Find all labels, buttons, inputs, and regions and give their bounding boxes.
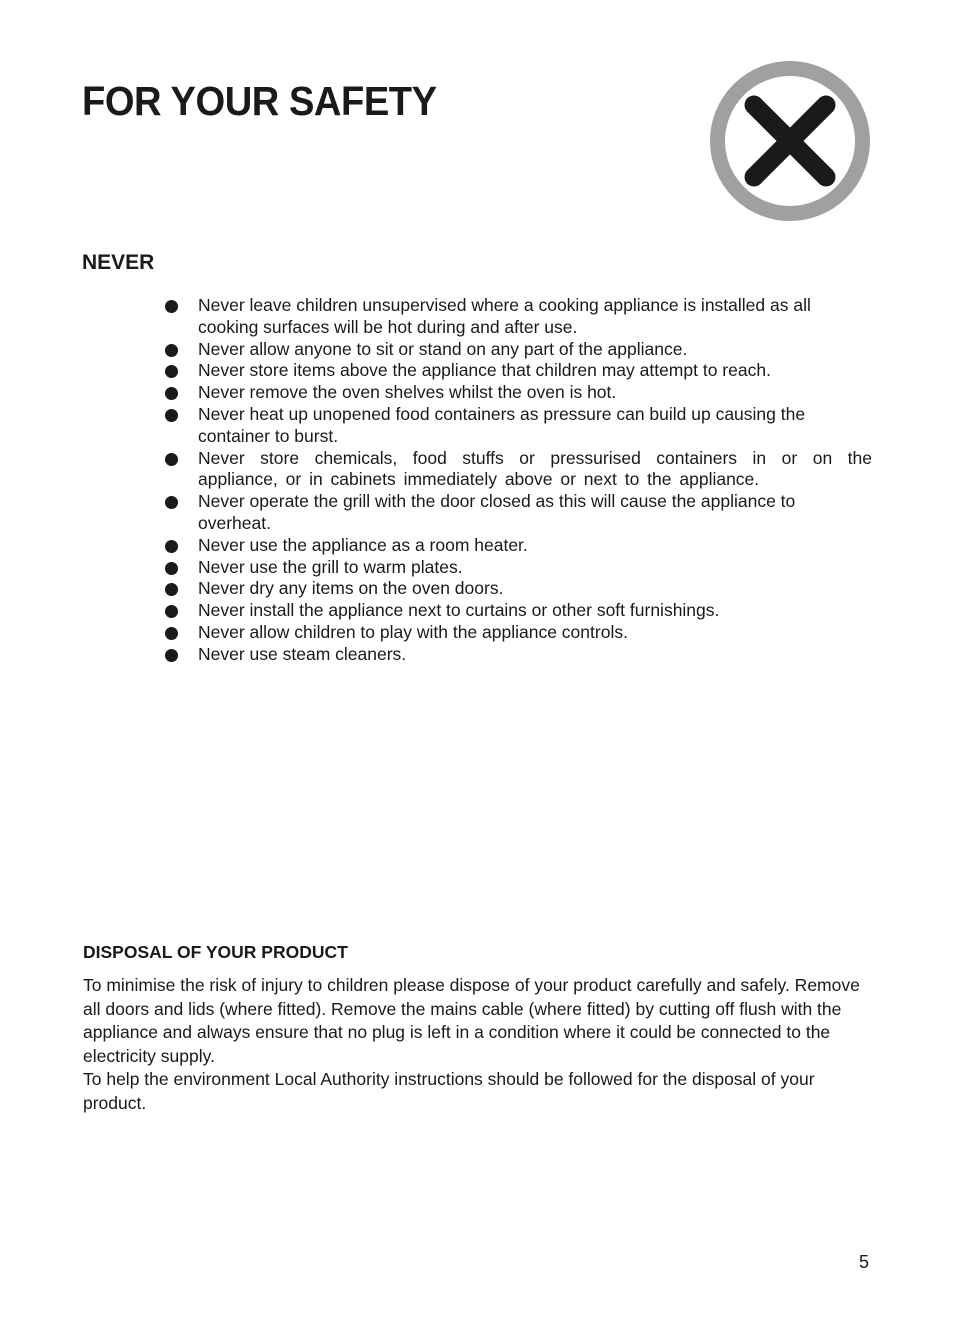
list-item-text: Never operate the grill with the door closed as this will cause the appliance to overheat. bbox=[198, 491, 796, 533]
list-item-text: Never remove the oven shelves whilst the oven is hot. bbox=[198, 382, 617, 403]
disposal-paragraph: To help the environment Local Authority instructions should be followed for the disposal of your product. bbox=[83, 1069, 815, 1113]
bullet-dot-icon bbox=[165, 540, 178, 553]
disposal-paragraph: To minimise the risk of injury to children please dispose of your product carefully and safely. Remove all doors and lids (where fitted). Remove the mains cable (where fitted) by cutting off flush with the appliance and always ensure that no plug is left in a condition where it could be connected to the electricity supply. bbox=[83, 975, 860, 1066]
bullet-dot-icon bbox=[165, 605, 178, 618]
list-item bbox=[165, 295, 842, 339]
list-item-text: Never use steam cleaners. bbox=[198, 643, 407, 664]
list-item bbox=[165, 382, 872, 404]
bullet-dot-icon bbox=[165, 453, 178, 466]
bullet-dot-icon bbox=[165, 365, 178, 378]
bullet-dot-icon bbox=[165, 627, 178, 640]
prohibited-x-icon bbox=[709, 60, 871, 222]
list-item-text: Never leave children unsupervised where a cooking appliance is installed as all cooking surfaces will be hot during and after use. bbox=[198, 295, 811, 337]
bullet-dot-icon bbox=[165, 409, 178, 422]
list-item bbox=[165, 557, 872, 579]
list-item-text: Never install the appliance next to curtains or other soft furnishings. bbox=[198, 600, 720, 621]
bullet-dot-icon bbox=[165, 300, 178, 313]
list-item bbox=[165, 491, 818, 535]
bullet-dot-icon bbox=[165, 583, 178, 596]
never-list bbox=[165, 295, 872, 666]
list-item-text: Never dry any items on the oven doors. bbox=[198, 578, 504, 599]
never-heading: NEVER bbox=[82, 251, 155, 274]
list-item bbox=[165, 578, 872, 600]
disposal-heading: DISPOSAL OF YOUR PRODUCT bbox=[83, 942, 348, 962]
list-item-text: Never allow children to play with the appliance controls. bbox=[198, 621, 628, 642]
list-item bbox=[165, 360, 872, 382]
list-item-text: Never heat up unopened food containers as pressure can build up causing the container to burst. bbox=[198, 403, 806, 446]
bullet-dot-icon bbox=[165, 496, 178, 509]
list-item bbox=[165, 448, 872, 492]
list-item-text: Never allow anyone to sit or stand on any part of the appliance. bbox=[198, 338, 688, 359]
list-item bbox=[165, 404, 813, 448]
list-item-text: Never use the appliance as a room heater. bbox=[198, 534, 528, 555]
list-item bbox=[165, 644, 872, 666]
list-item-text: Never use the grill to warm plates. bbox=[198, 556, 463, 577]
bullet-dot-icon bbox=[165, 649, 178, 662]
page-title: FOR YOUR SAFETY bbox=[82, 78, 437, 124]
list-item-text: Never store items above the appliance that children may attempt to reach. bbox=[198, 360, 771, 381]
list-item bbox=[165, 535, 872, 557]
page-number: 5 bbox=[859, 1252, 870, 1272]
bullet-dot-icon bbox=[165, 387, 178, 400]
bullet-dot-icon bbox=[165, 562, 178, 575]
list-item bbox=[165, 622, 872, 644]
list-item bbox=[165, 339, 872, 361]
disposal-body bbox=[83, 974, 873, 1115]
list-item-text: Never store chemicals, food stuffs or pressurised containers in or on the appliance, or in cabinets immediately above or next to the appliance. bbox=[198, 447, 872, 490]
bullet-dot-icon bbox=[165, 344, 178, 357]
list-item bbox=[165, 600, 872, 622]
